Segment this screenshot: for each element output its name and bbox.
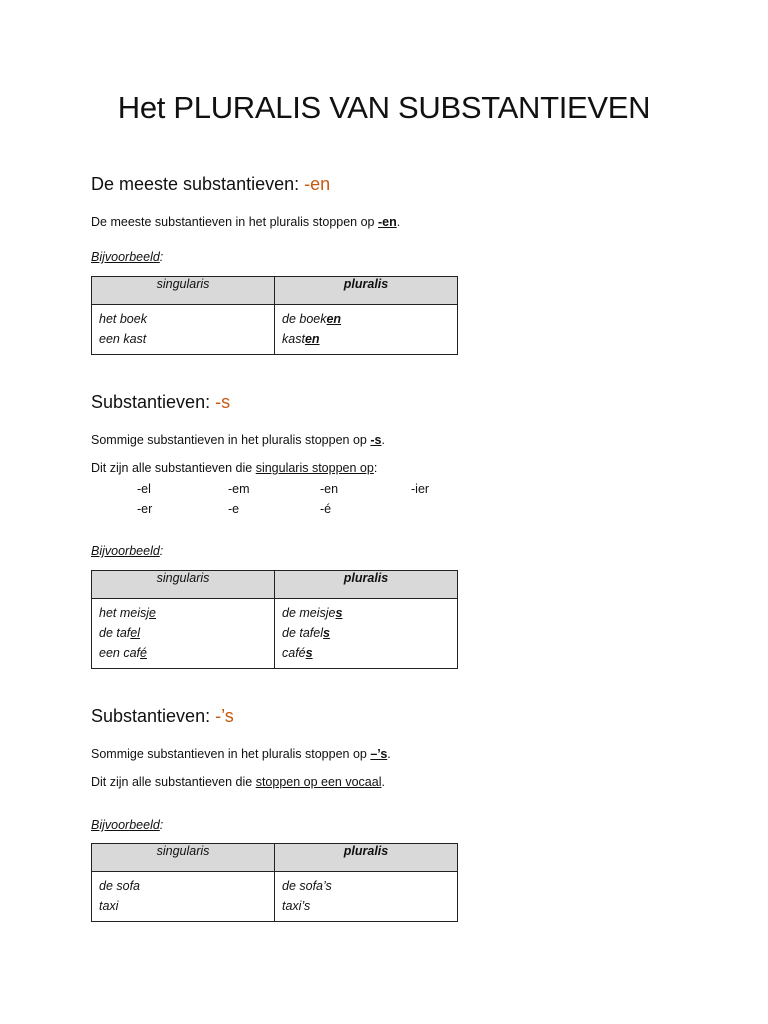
example-label-colon: : bbox=[159, 250, 164, 264]
rule-suffix: -en bbox=[378, 215, 397, 229]
rule-sentence: Sommige substantieven in het pluralis stoppen op bbox=[91, 747, 367, 761]
example-label-text: Bijvoorbeeld bbox=[91, 544, 160, 558]
plural-ending: s bbox=[335, 606, 343, 620]
example-label bbox=[91, 248, 163, 266]
example-label-text: Bijvoorbeeld bbox=[91, 818, 160, 832]
ending-item: -ier bbox=[411, 482, 430, 496]
rule-text bbox=[91, 213, 400, 231]
rule-underlined: singularis stoppen op bbox=[255, 461, 374, 475]
plural-word bbox=[282, 603, 450, 623]
singular-ending: é bbox=[140, 646, 147, 660]
example-table-apostrophe-s bbox=[91, 843, 458, 922]
plural-cell bbox=[275, 305, 458, 355]
singular-word bbox=[99, 623, 267, 643]
section-heading-suffix: -s bbox=[215, 392, 231, 412]
plural-cell bbox=[275, 599, 458, 669]
singular-cell bbox=[92, 599, 275, 669]
plural-word bbox=[282, 329, 450, 349]
rule-text bbox=[91, 745, 391, 763]
plural-base: de tafel bbox=[282, 626, 324, 640]
plural-word: de sofa’s bbox=[282, 879, 332, 893]
header-singular: singularis bbox=[92, 844, 275, 872]
singular-base: een caf bbox=[99, 646, 141, 660]
page-title: Het PLURALIS VAN SUBSTANTIEVEN bbox=[117, 90, 651, 125]
singular-ending: el bbox=[130, 626, 141, 640]
rule-end: : bbox=[373, 461, 378, 475]
example-label-colon: : bbox=[159, 544, 164, 558]
example-label-text: Bijvoorbeeld bbox=[91, 250, 160, 264]
rule-text-2 bbox=[91, 459, 377, 477]
singular-word bbox=[99, 603, 267, 623]
rule-end: . bbox=[381, 433, 385, 447]
ending-item: -e bbox=[228, 502, 240, 516]
plural-word: taxi’s bbox=[282, 899, 311, 913]
singular-word: de sofa bbox=[99, 879, 141, 893]
rule-sentence: Sommige substantieven in het pluralis stoppen op bbox=[91, 433, 367, 447]
rule-end: . bbox=[381, 775, 385, 789]
singular-cell bbox=[92, 305, 275, 355]
header-plural: pluralis bbox=[275, 844, 458, 872]
singular-ending: e bbox=[149, 606, 156, 620]
rule-end: . bbox=[396, 215, 401, 229]
rule-sentence: Dit zijn alle substantieven die bbox=[91, 775, 253, 789]
section-heading-apostrophe-s bbox=[91, 704, 234, 728]
header-plural: pluralis bbox=[275, 277, 458, 305]
plural-ending: s bbox=[323, 626, 330, 640]
plural-base: de boek bbox=[282, 312, 327, 326]
rule-underlined: stoppen op een vocaal bbox=[255, 775, 382, 789]
plural-base: kast bbox=[282, 332, 305, 346]
plural-ending: en bbox=[304, 332, 320, 346]
singular-base: de taf bbox=[99, 626, 131, 640]
plural-word bbox=[282, 643, 450, 663]
header-plural: pluralis bbox=[275, 571, 458, 599]
example-table-s bbox=[91, 570, 458, 669]
example-label-colon: : bbox=[159, 818, 164, 832]
plural-ending: s bbox=[305, 646, 313, 660]
rule-text-2 bbox=[91, 773, 385, 791]
section-heading-text: Substantieven: bbox=[91, 706, 211, 726]
header-singular: singularis bbox=[92, 277, 275, 305]
rule-sentence: Dit zijn alle substantieven die bbox=[91, 461, 253, 475]
singular-base: het meisj bbox=[99, 606, 150, 620]
section-heading-en bbox=[91, 172, 330, 196]
plural-cell bbox=[275, 872, 458, 922]
ending-item: -em bbox=[228, 482, 250, 496]
plural-base: café bbox=[282, 646, 306, 660]
example-table-en bbox=[91, 276, 458, 355]
plural-ending: en bbox=[326, 312, 342, 326]
rule-suffix: –’s bbox=[370, 747, 388, 761]
singular-word bbox=[99, 643, 267, 663]
singular-word: een kast bbox=[99, 332, 147, 346]
rule-suffix: -s bbox=[370, 433, 382, 447]
ending-item: -é bbox=[320, 502, 332, 516]
section-heading-suffix: -en bbox=[304, 174, 331, 194]
plural-word bbox=[282, 309, 450, 329]
ending-item: -el bbox=[137, 482, 151, 496]
singular-word: taxi bbox=[99, 899, 119, 913]
ending-item: -er bbox=[137, 502, 153, 516]
section-heading-suffix: -’s bbox=[215, 706, 234, 726]
plural-word bbox=[282, 623, 450, 643]
example-label bbox=[91, 816, 163, 834]
rule-end: . bbox=[387, 747, 391, 761]
section-heading-s bbox=[91, 390, 230, 414]
section-heading-text: De meeste substantieven: bbox=[91, 174, 300, 194]
singular-cell bbox=[92, 872, 275, 922]
rule-text bbox=[91, 431, 385, 449]
ending-item: -en bbox=[320, 482, 339, 496]
header-singular: singularis bbox=[92, 571, 275, 599]
singular-word: het boek bbox=[99, 312, 147, 326]
plural-base: de meisje bbox=[282, 606, 336, 620]
section-heading-text: Substantieven: bbox=[91, 392, 211, 412]
example-label bbox=[91, 542, 163, 560]
rule-sentence: De meeste substantieven in het pluralis stoppen op bbox=[91, 215, 375, 229]
